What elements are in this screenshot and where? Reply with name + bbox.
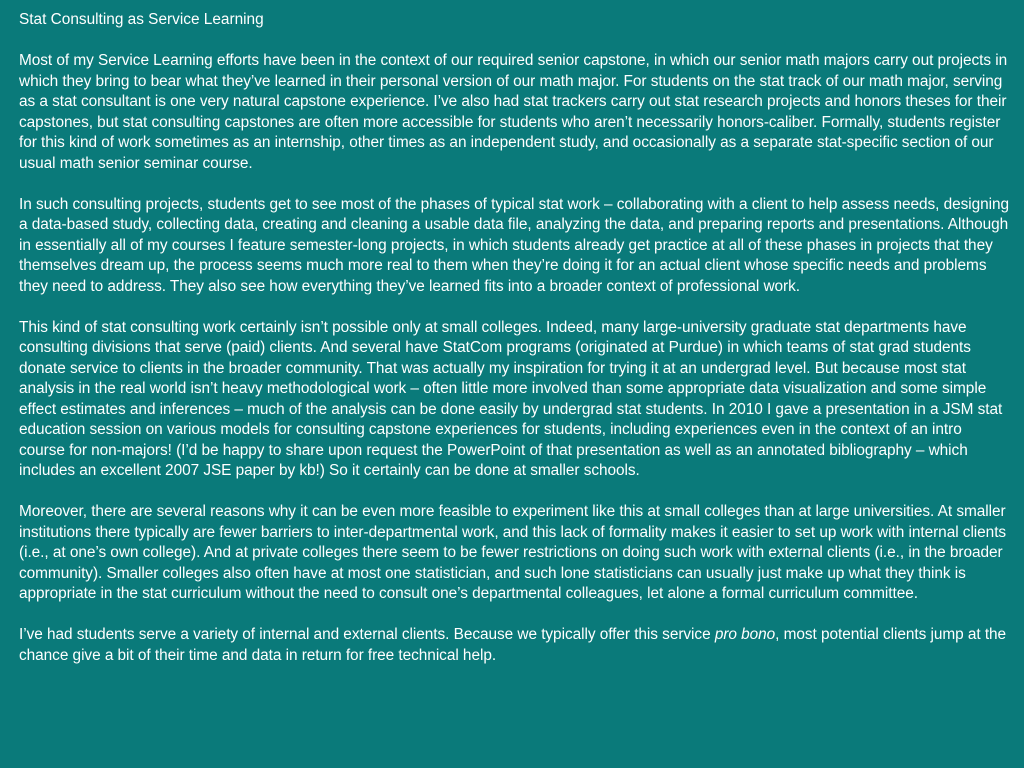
paragraph-clients — [19, 625, 1010, 666]
paragraph-consulting-projects: In such consulting projects, students get to see most of the phases of typical stat work – collaborating with a client to help assess needs, designing a data-based study, collecting data, creating and cleaning a usable data file, analyzing the data, and preparing reports and presentations. Although in essentially all of my courses I feature semester-long projects, in which students already get practice at all of these phases in projects that they themselves dream up, the process seems much more real to them when they’re doing it for an actual client whose specific needs and problems they need to address. They also see how everything they’ve learned fits into a broader context of professional work. — [19, 195, 1010, 295]
paragraph-large-universities: This kind of stat consulting work certainly isn’t possible only at small colleges. Indeed, many large-university graduate stat departments have consulting divisions that serve (paid) clients. And several have StatCom programs (originated at Purdue) in which teams of stat grad students donate service to clients in the broader community. That was actually my inspiration for trying it at an undergrad level. But because most stat analysis in the real world isn’t heavy methodological work – often little more involved than some appropriate data visualization and some simple effect estimates and inferences – much of the analysis can be done easily by undergrad stat students. In 2010 I gave a presentation in a JSM stat education session on various models for consulting capstone experiences for students, including experiences even in the context of an intro course for non-majors! (I’d be happy to share upon request the PowerPoint of that presentation as well as an annotated bibliography – which includes an excellent 2007 JSE paper by kb!) So it certainly can be done at smaller schools. — [19, 318, 1003, 479]
paragraph-capstone: Most of my Service Learning efforts have been in the context of our required senior capstone, in which our senior math majors carry out projects in which they bring to bear what they’ve learned in their personal version of our math major. For students on the stat track of our math major, serving as a stat consultant is one very natural capstone experience. I’ve also had stat trackers carry out stat research projects and honors theses for their capstones, but stat consulting capstones are often more accessible for students who aren’t necessarily honors-caliber. Formally, students register for this kind of work sometimes as an internship, other times as an independent study, and occasionally as a separate stat-specific section of our usual math senior seminar course. — [19, 52, 1008, 172]
slide-title: Stat Consulting as Service Learning — [19, 11, 264, 28]
clients-text-before: I’ve had students serve a variety of internal and external clients. Because we typically offer this service — [19, 626, 715, 643]
clients-text-after: , most potential clients jump at the chance give a bit of their time and data in return for free technical help. — [19, 626, 1007, 664]
pro-bono-italic: pro bono — [714, 626, 776, 643]
paragraph-small-colleges: Moreover, there are several reasons why it can be even more feasible to experiment like this at small colleges than at large universities. At smaller institutions there typically are fewer barriers to inter-departmental work, and this lack of formality makes it easier to set up work with internal clients (i.e., at one’s own college). And at private colleges there seem to be fewer restrictions on doing such work with external clients (i.e., in the broader community). Smaller colleges also often have at most one statistician, and such lone statisticians can usually just make up what they think is appropriate in the stat curriculum without the need to consult one’s departmental colleagues, let alone a formal curriculum committee. — [19, 503, 1007, 602]
